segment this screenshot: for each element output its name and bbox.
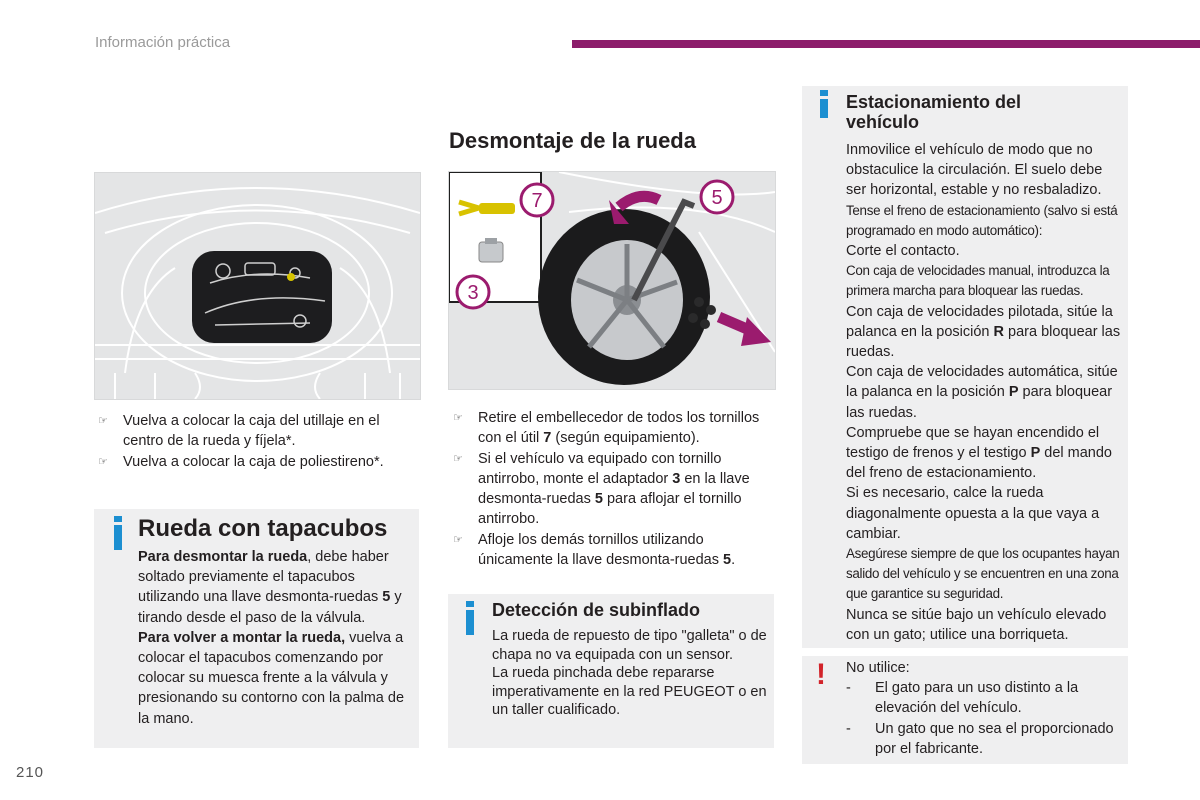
wheel-removal-title: Desmontaje de la rueda [449, 128, 696, 153]
section-header: Información práctica [95, 34, 231, 51]
tool-ref: 3 [672, 470, 681, 487]
text-line: La rueda de repuesto de tipo "galleta" o de chapa no va equipada con un sensor. [492, 628, 767, 663]
underinflation-info-box [448, 594, 774, 748]
underinflation-title: Detección de subinflado [492, 600, 701, 620]
step-text: . [731, 552, 736, 569]
remove-label: Para desmontar la rueda [138, 549, 308, 565]
info-icon [820, 99, 828, 118]
step-text: en la llave desmonta-ruedas [478, 470, 750, 508]
hubcap-info-box [94, 509, 419, 748]
text-line: Inmovilice el vehículo de modo que no obstaculice la circulación. El suelo debe ser horizontal, estable y no resbaladizo. [846, 142, 1103, 199]
warning-item: El gato para un uso distinto a la elevación del vehículo. [875, 680, 1079, 717]
warning-item: Un gato que no sea el proporcionado por el fabricante. [875, 720, 1114, 757]
pointer-icon: ☞ [453, 533, 463, 546]
step-text: Afloje los demás tornillos utilizando únicamente la llave desmonta-ruedas [478, 531, 724, 569]
page-number: 210 [16, 764, 45, 781]
step-text: (según equipamiento). [551, 430, 700, 447]
removal-steps [449, 408, 771, 570]
remove-text: , debe haber soltado previamente el tapacubos utilizando una llave desmonta-ruedas [138, 549, 389, 606]
text-line: Si es necesario, calce la rueda diagonalmente opuesta a la que vaya a cambiar. [846, 485, 1100, 542]
text-line: La rueda pinchada debe repararse imperativamente en la red PEUGEOT o en un taller cualificado. [492, 665, 767, 718]
callout-5: 5 [711, 187, 723, 209]
tool-ref: 5 [594, 491, 603, 508]
tool-ref: 5 [382, 589, 391, 606]
parking-info-box [802, 86, 1128, 648]
parking-text [846, 140, 1124, 645]
list-item: - El gato para un uso distinto a la elevación del vehículo. [846, 680, 1079, 717]
text-line: Nunca se sitúe bajo un vehículo elevado con un gato; utilice una borriqueta. [846, 606, 1107, 643]
text-line: Con caja de velocidades manual, introduzca la primera marcha para bloquear las ruedas. [846, 263, 1110, 299]
tool-ref: 5 [723, 552, 732, 569]
list-item [94, 411, 414, 452]
list-item [94, 452, 414, 472]
text-line: Corte el contacto. [846, 243, 960, 260]
hubcap-text [138, 547, 414, 729]
pointer-icon: ☞ [453, 452, 463, 465]
pointer-icon: ☞ [98, 455, 108, 468]
step-text: Si el vehículo va equipado con tornillo antirrobo, monte el adaptador [478, 450, 722, 487]
section-accent-bar [572, 40, 1200, 48]
refit-text: vuelva a colocar el tapacubos comenzando por colocar su muesca frente a la válvula y presionando su contorno con la palma de la mano. [138, 629, 405, 727]
info-icon [466, 610, 474, 635]
bullet-text: Vuelva a colocar la caja de poliestireno*. [123, 453, 384, 470]
parking-title: Estacionamiento del vehículo [846, 92, 1022, 132]
text-line: No utilice: [846, 660, 910, 676]
underinflation-text [492, 627, 768, 720]
remove-text-end: y tirando desde el paso de la válvula. [138, 589, 402, 626]
list-item: - Un gato que no sea el proporcionado por el fabricante. [846, 720, 1114, 757]
hubcap-title: Rueda con tapacubos [138, 515, 388, 542]
warning-icon: ! [816, 658, 826, 691]
refit-label: Para volver a montar la rueda, [138, 629, 346, 646]
pointer-icon: ☞ [453, 412, 463, 424]
text-line: Asegúrese siempre de que los ocupantes hayan salido del vehículo y se encuentren en una zona que garantice su seguridad. [846, 546, 1120, 602]
text-line: Tense el freno de estacionamiento (salvo si está programado en modo automático): [846, 202, 1118, 238]
text-line: Compruebe que se hayan encendido el testigo de frenos y el testigo P del mando del freno de estacionamiento. [846, 424, 1112, 482]
reinstall-bullets [94, 411, 414, 472]
warning-box [802, 656, 1128, 764]
callout-7: 7 [531, 190, 543, 212]
pointer-icon: ☞ [98, 415, 108, 427]
callout-3: 3 [467, 282, 479, 304]
wheel-and-tools-drawing [449, 172, 775, 389]
step-text: Retire el embellecedor de todos los tornillos con el útil [478, 410, 760, 447]
wheel-removal-illustration [448, 171, 776, 390]
tool-ref: 7 [543, 430, 552, 447]
list-item [449, 449, 771, 530]
list-item [449, 408, 771, 449]
step-text: para aflojar el tornillo antirrobo. [478, 491, 742, 528]
warning-text [846, 658, 1124, 759]
list-item [449, 530, 771, 571]
info-icon [114, 525, 122, 550]
tool-box-drawing [95, 173, 420, 399]
text-line: Con caja de velocidades automática, sitúe la palanca en la posición P para bloquear las ruedas. [846, 364, 1118, 421]
text-line: Con caja de velocidades pilotada, sitúe la palanca en la posición R para bloquear las ruedas. [846, 303, 1121, 361]
bullet-text: Vuelva a colocar la caja del utillaje en el centro de la rueda y fíjela*. [123, 413, 380, 450]
spare-wheel-well-illustration [94, 172, 421, 400]
